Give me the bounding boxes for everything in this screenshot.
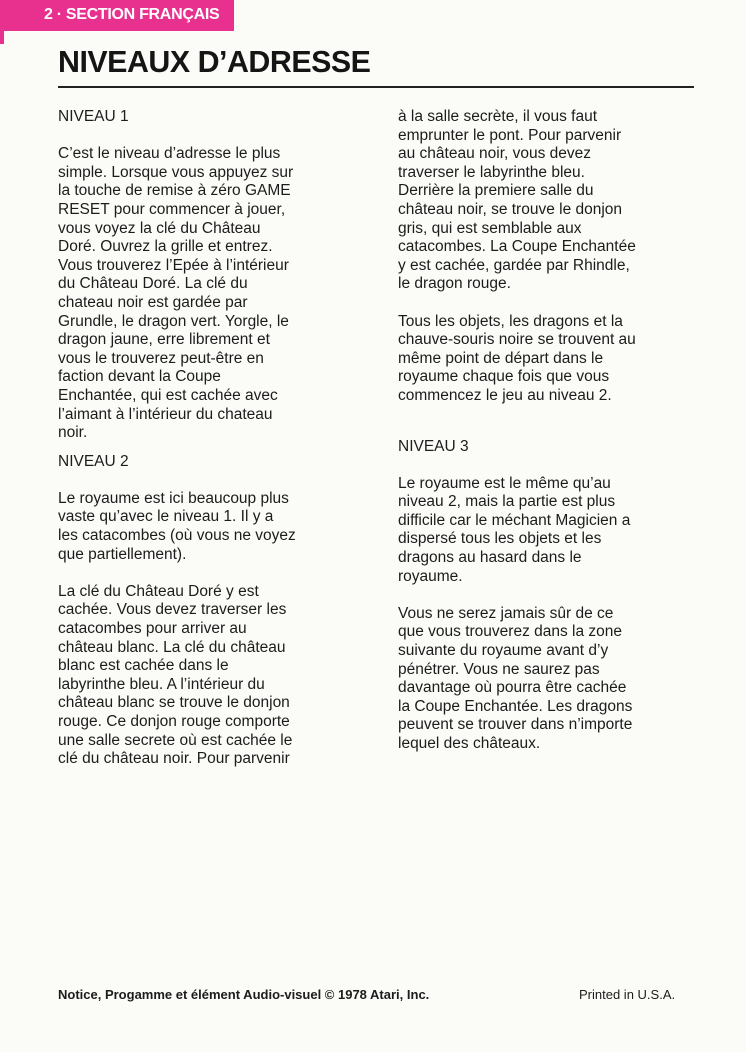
continued-paragraph: à la salle secrète, il vous faut emprunter le pont. Pour parvenir au château noir, vous devez traverser le labyrinthe bleu. Derrière la premiere salle du château noir, se trouve le donjon gris, qui est semblable aux catacombes. La Coupe Enchantée y est cachée, gardée par Rhindle, le dragon rouge.	[398, 108, 636, 293]
niveau3-heading: NIVEAU 3	[398, 437, 469, 455]
footer-printed: Printed in U.S.A.	[579, 987, 676, 1002]
title-divider	[58, 86, 694, 88]
niveau3-paragraph-2: Vous ne serez jamais sûr de ce que vous trouverez dans la zone suivante du royaume avant d’y pénétrer. Vous ne saurez pas davantage où pourra être cachée la Coupe Enchantée. Les dragons peuvent se trouver dans n’importe lequel des châteaux.	[398, 604, 633, 752]
page-title: NIVEAUX D’ADRESSE	[58, 44, 371, 79]
niveau2-paragraph-2: La clé du Château Doré y est cachée. Vous devez traverser les catacombes pour arriver au château blanc. La clé du château blanc est cachée dans le labyrinthe bleu. A l’intérieur du château blanc se trouve le donjon rouge. Ce donjon rouge comporte une salle secrete où est cachée le clé du château noir. Pour parvenir	[58, 582, 293, 768]
section-tab	[0, 0, 234, 31]
niveau1-heading: NIVEAU 1	[58, 108, 129, 125]
niveau3-paragraph-1: Le royaume est le même qu’au niveau 2, mais la partie est plus difficile car le méchant Magicien a dispersé tous les objets et les dragons au hasard dans le royaume.	[398, 474, 631, 585]
niveau2-heading: NIVEAU 2	[58, 452, 129, 470]
section-label: 2 · SECTION FRANÇAIS	[44, 6, 220, 23]
niveau2-paragraph-1: Le royaume est ici beaucoup plus vaste qu’avec le niveau 1. Il y a les catacombes (où vous ne voyez que partiellement).	[58, 489, 296, 563]
left-column	[58, 108, 358, 769]
objects-paragraph: Tous les objets, les dragons et la chauve-souris noire se trouvent au même point de départ dans le royaume chaque fois que vous commencez le jeu au niveau 2.	[398, 312, 636, 404]
right-column	[398, 108, 698, 754]
niveau1-paragraph: C’est le niveau d’adresse le plus simple. Lorsque vous appuyez sur la touche de remise à zéro GAME RESET pour commencer à jouer, vous voyez la clé du Château Doré. Ouvrez la grille et entrez. Vous trouverez l’Epée à l’intérieur du Château Doré. La clé du chateau noir est gardée par Grundle, le dragon vert. Yorgle, le dragon jaune, erre librement et vous le trouverez peut-être en faction devant la Coupe Enchantée, qui est cachée avec l’aimant à l’intérieur du chateau noir.	[58, 145, 294, 442]
footer-notice: Notice, Progamme et élément Audio-visuel © 1978 Atari, Inc.	[58, 987, 430, 1002]
